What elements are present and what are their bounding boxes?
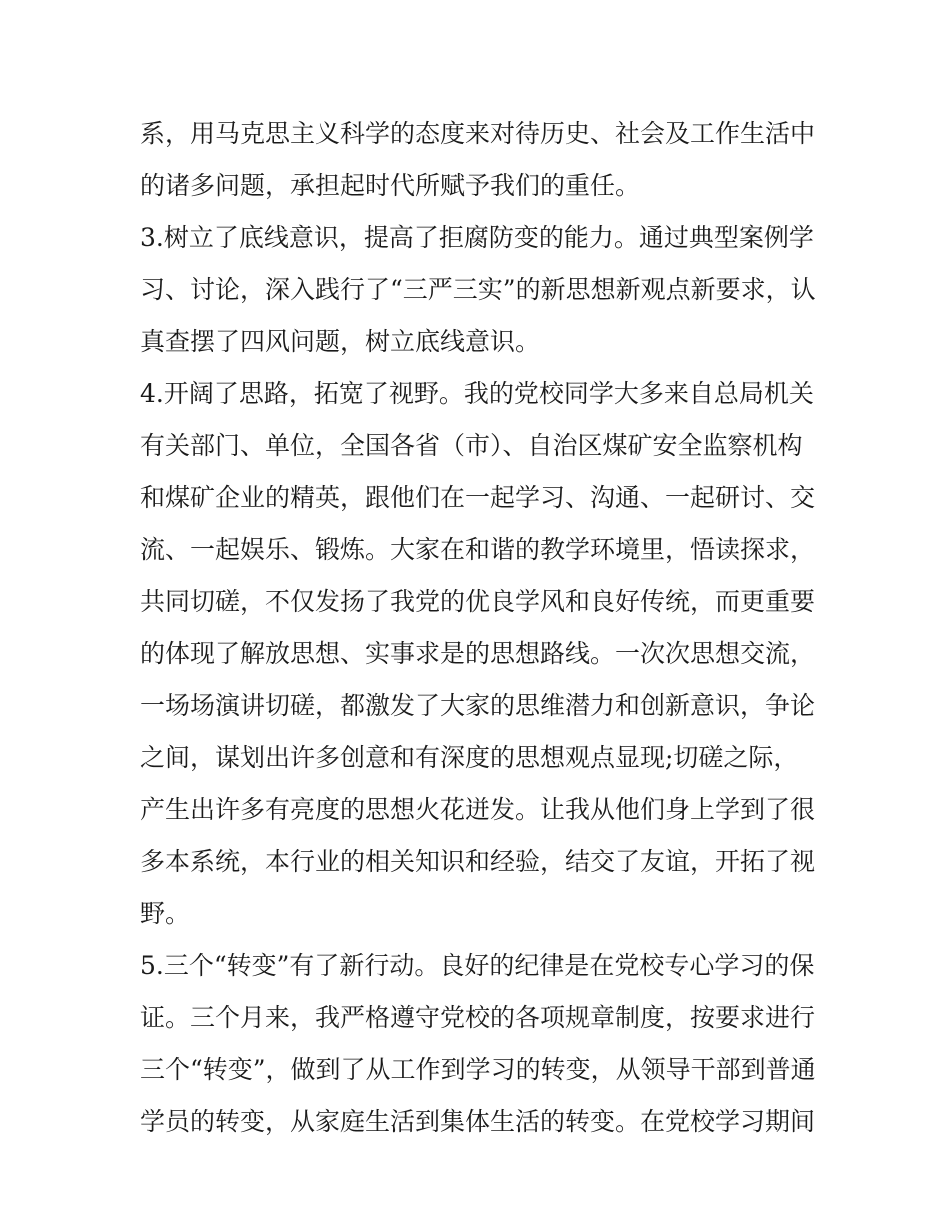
text-line: 三个“转变”，做到了从工作到学习的转变，从领导干部到普通 — [140, 1055, 816, 1084]
text-line: 的体现了解放思想、实事求是的思想路线。一次次思想交流， — [140, 639, 816, 668]
text-line: 流、一起娱乐、锻炼。大家在和谐的教学环境里，悟读探求， — [140, 535, 816, 564]
text-line: 野。 — [140, 899, 191, 928]
text-line: 真查摆了四风问题，树立底线意识。 — [140, 327, 541, 356]
text-line: 学员的转变，从家庭生活到集体生活的转变。在党校学习期间 — [140, 1107, 816, 1136]
text-line: 5.三个“转变”有了新行动。良好的纪律是在党校专心学习的保 — [140, 951, 815, 980]
text-line: 之间，谋划出许多创意和有深度的思想观点显现;切磋之际， — [140, 743, 799, 772]
text-line: 和煤矿企业的精英，跟他们在一起学习、沟通、一起研讨、交 — [140, 483, 816, 512]
text-line: 系，用马克思主义科学的态度来对待历史、社会及工作生活中 — [140, 119, 816, 148]
text-line: 有关部门、单位，全国各省（市）、自治区煤矿安全监察机构 — [140, 431, 803, 460]
text-line: 3.树立了底线意识，提高了拒腐防变的能力。通过典型案例学 — [140, 223, 814, 252]
text-line: 多本系统，本行业的相关知识和经验，结交了友谊，开拓了视 — [140, 847, 816, 876]
text-line: 一场场演讲切磋，都激发了大家的思维潜力和创新意识，争论 — [140, 691, 816, 720]
text-line: 产生出许多有亮度的思想火花迸发。让我从他们身上学到了很 — [140, 795, 816, 824]
body-text — [140, 108, 820, 1148]
text-line: 证。三个月来，我严格遵守党校的各项规章制度，按要求进行 — [140, 1003, 816, 1032]
text-line: 4.开阔了思路，拓宽了视野。我的党校同学大多来自总局机关 — [140, 379, 814, 408]
text-line: 习、讨论，深入践行了“三严三实”的新思想新观点新要求，认 — [140, 275, 816, 304]
text-line: 的诸多问题，承担起时代所赋予我们的重任。 — [140, 171, 641, 200]
text-line: 共同切磋，不仅发扬了我党的优良学风和良好传统，而更重要 — [140, 587, 816, 616]
